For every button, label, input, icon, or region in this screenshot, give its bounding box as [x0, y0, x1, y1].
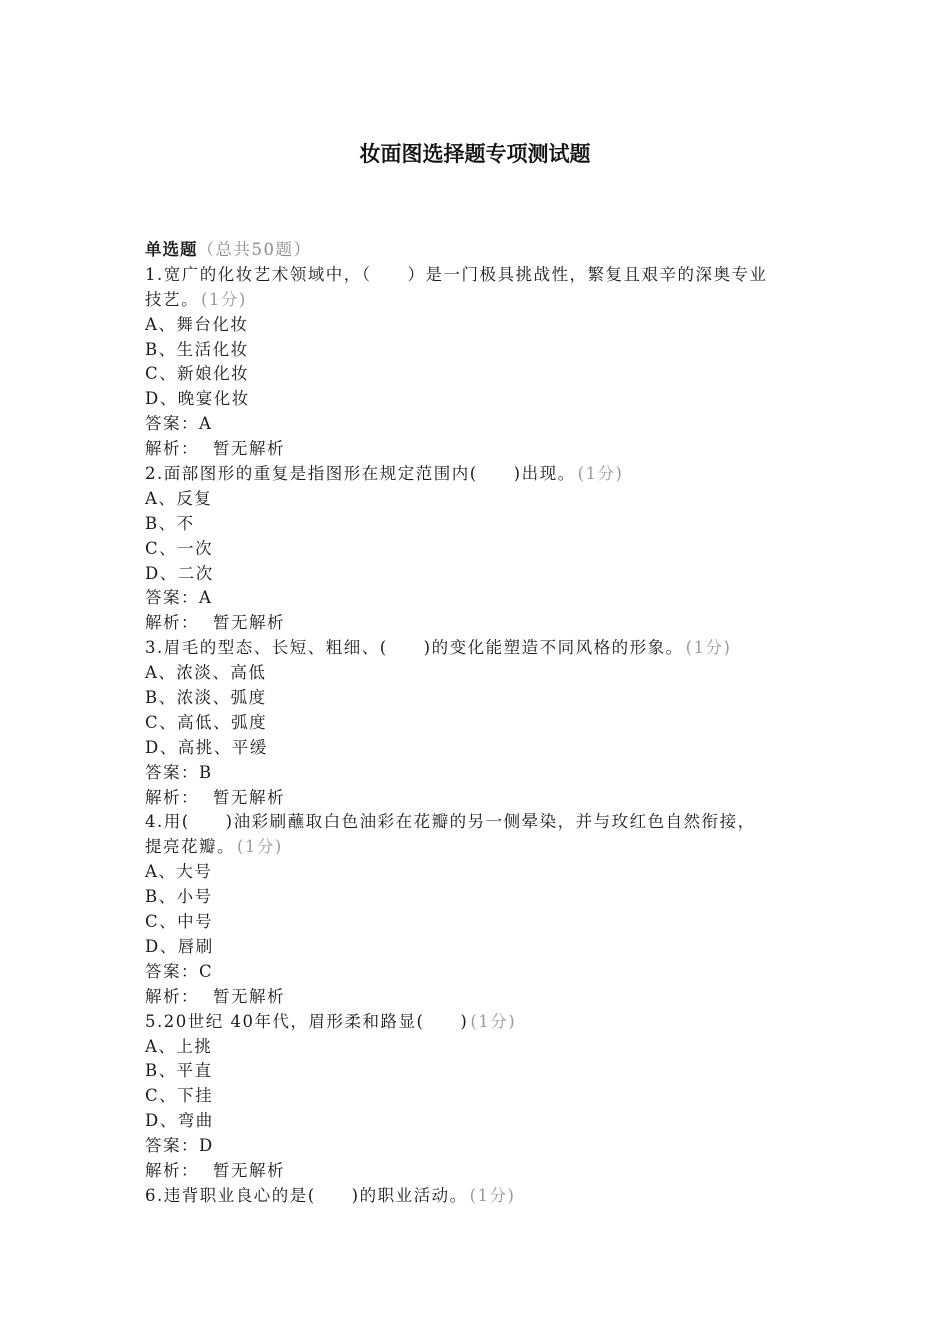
answer-label: 答案：	[145, 762, 199, 782]
answer-label: 答案：	[145, 961, 199, 981]
question-points: (1分)	[685, 638, 732, 658]
analysis-value: 暂无解析	[213, 787, 285, 807]
answer-value: A	[199, 588, 213, 608]
analysis-label: 解析：	[145, 986, 199, 1006]
analysis-label: 解析：	[145, 439, 199, 459]
answer-label: 答案：	[145, 588, 199, 608]
answer-option: A、舞台化妆	[145, 314, 249, 334]
answer-option: D、晚宴化妆	[145, 389, 250, 409]
question-text: 2.面部图形的重复是指图形在规定范围内( )出现。	[145, 464, 576, 484]
analysis-line	[145, 611, 805, 636]
question-stem	[145, 1010, 805, 1035]
section-heading	[145, 238, 805, 263]
answer-option: A、反复	[145, 488, 213, 508]
answer-label: 答案：	[145, 1136, 199, 1156]
analysis-label: 解析：	[145, 613, 199, 633]
answer-option: C、高低、弧度	[145, 712, 268, 732]
analysis-line	[145, 437, 805, 462]
question-stem	[145, 835, 805, 860]
answer-option: B、不	[145, 513, 195, 533]
question-text: 提亮花瓣。	[145, 837, 235, 857]
answer-label: 答案：	[145, 414, 199, 434]
question-text: 1.宽广的化妆艺术领域中，（ ）是一门极具挑战性，繁复且艰辛的深奥专业	[145, 264, 768, 284]
answer-option: C、一次	[145, 538, 214, 558]
question-stem	[145, 288, 805, 313]
analysis-value: 暂无解析	[213, 613, 285, 633]
answer-option: D、高挑、平缓	[145, 737, 268, 757]
question-points: (1分)	[470, 1011, 517, 1031]
answer-value: D	[199, 1136, 214, 1156]
analysis-value: 暂无解析	[213, 439, 285, 459]
answer-option: C、中号	[145, 912, 214, 932]
analysis-value: 暂无解析	[213, 986, 285, 1006]
analysis-line	[145, 786, 805, 811]
answer-line	[145, 960, 805, 985]
answer-value: C	[199, 961, 214, 981]
answer-option: B、平直	[145, 1061, 213, 1081]
question-points: (1分)	[469, 1185, 516, 1205]
answer-option: A、浓淡、高低	[145, 663, 267, 683]
answer-option: B、浓淡、弧度	[145, 688, 267, 708]
analysis-label: 解析：	[145, 1160, 199, 1180]
question-stem	[145, 1184, 805, 1209]
question-text: 6.违背职业良心的是( )的职业活动。	[145, 1185, 468, 1205]
answer-option: B、小号	[145, 887, 213, 907]
analysis-line	[145, 985, 805, 1010]
answer-option: C、新娘化妆	[145, 364, 250, 384]
question-text: 5.20世纪 40年代，眉形柔和路显( )	[145, 1011, 469, 1031]
question-stem	[145, 462, 805, 487]
question-stem	[145, 636, 805, 661]
answer-line	[145, 586, 805, 611]
answer-value: A	[199, 414, 213, 434]
answer-option: C、下挂	[145, 1086, 214, 1106]
analysis-label: 解析：	[145, 787, 199, 807]
analysis-value: 暂无解析	[213, 1160, 285, 1180]
question-points: (1分)	[201, 289, 247, 309]
answer-line	[145, 412, 805, 437]
answer-option: B、生活化妆	[145, 339, 249, 359]
analysis-line	[145, 1159, 805, 1184]
question-points: (1分)	[577, 464, 624, 484]
answer-option: A、大号	[145, 862, 213, 882]
question-list	[145, 238, 805, 1209]
question-stem	[145, 810, 805, 835]
answer-option: D、二次	[145, 563, 214, 583]
page-title: 妆面图选择题专项测试题	[359, 141, 591, 166]
answer-option: D、弯曲	[145, 1111, 214, 1131]
section-label: 单选题	[145, 240, 198, 259]
question-stem	[145, 263, 805, 288]
question-text: 技艺。	[145, 289, 199, 309]
answer-option: A、上挑	[145, 1036, 213, 1056]
answer-line	[145, 761, 805, 786]
answer-value: B	[199, 762, 213, 782]
answer-line	[145, 1134, 805, 1159]
question-text: 3.眉毛的型态、长短、粗细、( )的变化能塑造不同风格的形象。	[145, 638, 684, 658]
section-count: （总共50题）	[197, 240, 312, 259]
answer-option: D、唇刷	[145, 936, 214, 956]
question-points: (1分)	[237, 837, 283, 857]
question-text: 4.用( )油彩刷蘸取白色油彩在花瓣的另一侧晕染，并与玫红色自然衔接，	[145, 812, 756, 832]
